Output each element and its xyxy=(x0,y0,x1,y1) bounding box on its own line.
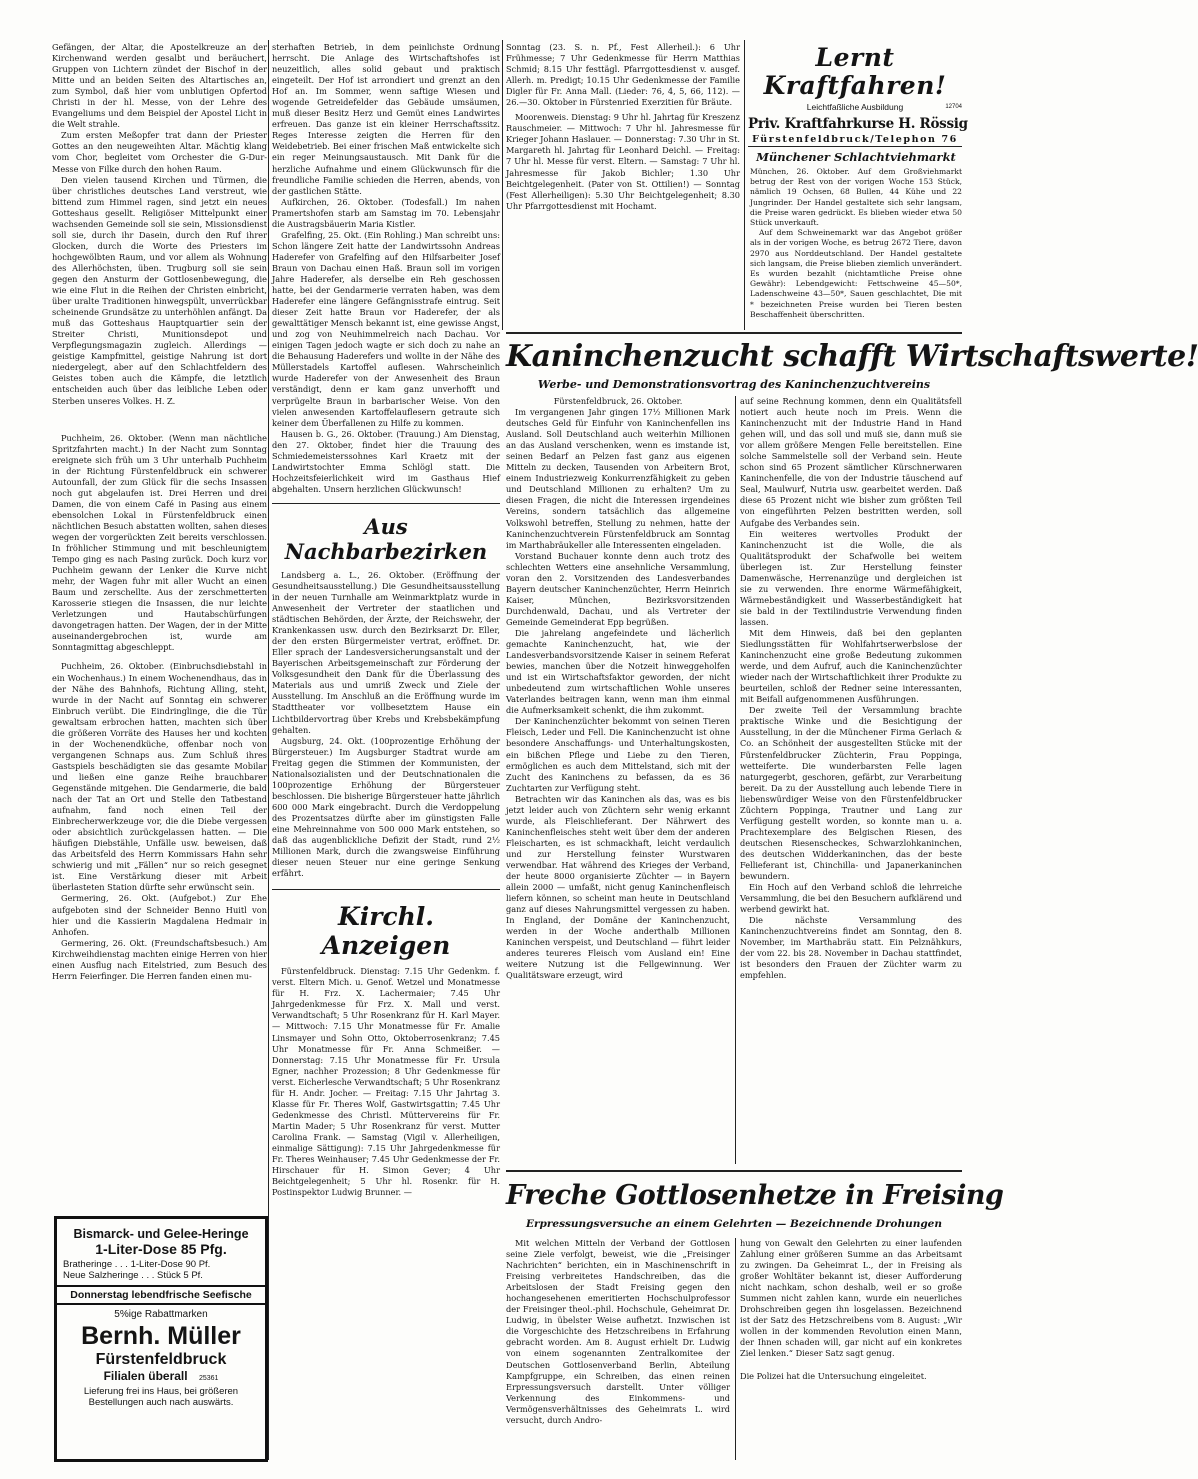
freising-para: hung von Gewalt den Gelehrten zu einer laufenden Zahlung einer größeren Summe an das Arbeitsamt zu zwingen. Da Geheimrat L., der in Freising als großer Wohltäter bekannt ist, dieser Aufforderung nicht nachkam, schon deshalb, weil er so große Summen nicht zahlen kann, wurde ein neuerliches Drohschreiben gegen ihn losgelassen. Bezeichnend ist der Satz des Hetzschreibens vom 8. August: „Wir wollen in der kommenden Revolution einen Mann, der Ihnen schaden will, gar nicht auf ein konkretes Ziel lenken.“ Dieser Satz sagt genug. Die Polizei hat die Untersuchung eingeleitet. xyxy=(740,1238,962,1381)
subhead-kaninchenzucht: Werbe- und Demonstrationsvortrag des Kaninchenzuchtvereins xyxy=(537,378,931,391)
section-schlachtviehmarkt xyxy=(750,150,962,320)
column-2 xyxy=(272,42,500,1460)
kanin-para: Mit dem Hinweis, daß bei den geplanten Siedlungsstätten für Wohlfahrtserwerbslose der Kaninchenzucht eine große Bedeutung zukommen werde, und dem Aufruf, auch die Kaninchenzüchter wieder nach der Wirtschaftlichkeit ihrer Produkte zu beurteilen, schloß der Redner seine interessanten, mit Beifall aufgenommenen Ausführungen. xyxy=(740,627,962,705)
kanin-para: Vorstand Buchauer konnte denn auch trotz des schlechten Wetters eine ansehnliche Versammlung, voran den 2. Vorsitzenden des Landesverbandes Bayern deutscher Kaninchenzüchter, Herrn Heinrich Kaiser, München, Bezirksvorsitzenden Durchdenwald, Dachau, und als Vertreter der Gemeinde Gemeinderat Epp begrüßen. xyxy=(506,550,730,627)
kanin-para: auf seine Rechnung kommen, denn ein Qualitätsfell notiert auch heute noch im Preis. Wenn die Kaninchenzucht mit der Industrie Hand in Hand gehen will, und das soll und muß sie, dann muß sie vor allem größere Mengen Felle bereitstellen. Eine solche Sammelstelle soll der Verband sein. Heute schon sind 65 Prozent sämtlicher Kürschnerwaren Kaninchenfelle, die von der Industrie täuschend auf Seal, Maulwurf, Nutria usw. gearbeitet werden. Daß diese 65 Prozent nicht wie bisher zum größten Teil von eingeführten Pelzen bestritten werden, soll Aufgabe des Verbandes sein. xyxy=(740,396,962,528)
freising-column-b xyxy=(740,1238,962,1460)
column-rule xyxy=(502,40,503,330)
article-germering-aufgebot: Germering, 26. Okt. (Aufgebot.) Zur Ehe aufgeboten sind der Schneider Benno Huitl von hier und die Kassierin Magdalena Hedmair in Anhofen. xyxy=(52,893,267,937)
schlacht-para-2: Auf dem Schweinemarkt war das Angebot größer als in der vorigen Woche, es betrug 2672 Tiere, davon 2970 aus Norddeutschland. Der Handel gestaltete sich langsam, die Preise blieben ziemlich unverändert. Es wurden bezahlt (nichtamtliche Preise ohne Gewähr): Lebendgewicht: Fettschweine 45—50*, Ladenschweine 43—50*, Sauen geschlachtet, Die mit * bezeichneten Preise wurden bei Tieren besten Beschaffenheit überschritten. xyxy=(750,228,962,319)
ad-mueller-line1: Bismarck- und Gelee-Heringe xyxy=(73,1227,249,1241)
article-augsburg: Augsburg, 24. Okt. (100prozentige Erhöhung der Bürgersteuer.) Im Augsburger Stadtrat wurde am Freitag gegen die Stimmen der Kommunisten, der Nationalsozialisten und der Deutschnationalen die 100prozentige Erhöhung der Bürgersteuer beschlossen. Die bisherige Bürgersteuer hatte jährlich 600 000 Mark eingebracht. Durch die Verdoppelung des Prozentsatzes dürfte aber im günstigsten Falle eine Mehreinnahme von 500 000 Mark entstehen, so daß das augenblickliche Defizit der Stadt, rund 2½ Millionen Mark, durch die zwangsweise Einführung dieser neuen Steuer nur eine geringe Senkung erfährt. xyxy=(272,735,500,879)
ad-kraftfahren-title: Lernt Kraftfahren! xyxy=(763,43,947,100)
article-paragraph: Zum ersten Meßopfer trat dann der Priester Gottes an den neugeweihten Altar. Mächtig klang vom Chor, begleitet vom Orchester die G-Dur-Messe von Filke durch den hohen Raum. xyxy=(52,130,267,174)
ad-mueller-line6: 5%ige Rabattmarken xyxy=(114,1309,208,1320)
ad-kraftfahren-subline xyxy=(748,102,962,112)
schlacht-title: Münchener Schlachtviehmarkt xyxy=(756,150,956,164)
kanin-para: Betrachten wir das Kaninchen als das, was es bis jetzt leider auch von Züchtern sehr wenig erkannt wurde, als Fleischlieferant. Der Nährwert des Kaninchenfleisches steht weit über dem der anderen Fleischarten, es ist schmackhaft, leicht verdaulich und zur Herstellung feinster Wurstwaren verwendbar. Hat während des Krieges der Verband, der heute 8000 organisierte Züchter — in Bayern allein 2000 — umfaßt, nicht genug Kaninchenfleisch liefern können, so scheint man heute in Deutschland ganz auf dieses Nahrungsmittel vergessen zu haben. In England, der Domäne der Kaninchenzucht, werden in der Woche anderthalb Millionen Kaninchen verspeist, und Deutschland — führt leider anderes teureres Fleisch vom Ausland ein! Eine weitere Nutzung ist die Fellgewinnung. Wer Qualitätsware erzeugt, wird xyxy=(506,793,730,981)
article-aufkirchen: Aufkirchen, 26. Oktober. (Todesfall.) Im nahen Pramertshofen starb am Samstag im 70. Lebensjahr die Austragsbäuerin Maria Kistler. xyxy=(272,196,500,229)
article-paragraph: Den vielen tausend Kirchen und Türmen, die über christliches deutsches Land verstreut, wie bittend zum Himmel ragen, sind jetzt ein neues Gotteshaus gesellt. Religiöser Mittelpunkt einer wachsenden Gemeinde soll sie sein, Missionsdienst soll sie, durch ihr Dasein, durch den Ruf ihrer Glocken, durch die Worte des Priesters im hochgewölbten Raum, und vor allem als Wohnung des Allerhöchsten, üben. Trugburg soll sie sein gegen den Ansturm der Gottlosenbewegung, die wie eine Flut in die Reihen der Christen einbricht, über uralte Traditionen hinwegspült, unverrückbar scheinende Grundsätze zu unterhöhlen anfängt. Da muß das Gotteshaus Hauptquartier sein der Streiter Christi, Munitionsdepot und Verpflegungsmagazin zugleich. Allerdings — geistige Kampfmittel, geistige Nahrung ist dort niedergelegt, aber auf den Schlachtfeldern des Geistes toben auch die Kämpfe, die letztlich entscheiden auch über das leibliche Leben oder Sterben unseres Volkes. H. Z. xyxy=(52,174,267,406)
article-kirchl-fuerstenfeldbruck: Fürstenfeldbruck. Dienstag: 7.15 Uhr Gedenkm. f. verst. Eltern Mich. u. Genof. Wetzel und Monatmesse für H. Frz. X. Lachermaier; 7.45 Uhr Jahrgedenkmesse für Frz. X. Mall und verst. Verwandtschaft; 5 Uhr Rosenkranz für H. Karl Mayer. — Mittwoch: 7.15 Uhr Monatmesse für Fr. Amalie Linsmayer und Sohn Otto, Oktoberrosenkranz; 7.45 Uhr Monatmesse für Fr. Anna Schmeißer. — Donnerstag: 7.15 Uhr Monatmesse für Fr. Ursula Egner, nachher Prozession; 8 Uhr Gedenkmesse für verst. Eicherlesche Verwandtschaft; 5 Uhr Rosenkranz für H. Andr. Jocher. — Freitag: 7.15 Uhr Jahrtag 3. Klasse für Fr. Theres Wolf, Gastwirtsgattin; 7.45 Uhr Gedenkmesse des Christl. Müttervereins für Fr. Martin Mader; 5 Uhr Rosenkranz für verst. Mutter Carolina Frank. — Samstag (Vigil v. Allerheiligen, einmalige Sättigung): 7.15 Uhr Jahrgedenkmesse für Fr. Theres Weinhauser; 7.45 Uhr Gedenkmesse der Fr. Hirschauer für H. Simon Gever; 4 Uhr Beichtgelegenheit; 5 Uhr hl. Rosenkr. für H. Postinspektor Ludwig Brunner. — xyxy=(272,966,500,1198)
ad-mueller-line8: Fürstenfeldbruck xyxy=(95,1351,227,1368)
ad-kraftfahren-num: 12704 xyxy=(945,104,962,110)
ad-mueller-filialen: Filialen überall xyxy=(103,1369,188,1383)
column-rule xyxy=(735,1238,736,1460)
divider xyxy=(506,332,962,334)
ad-mueller-line4: Neue Salzheringe . . . Stück 5 Pf. xyxy=(63,1270,203,1281)
column-3-top xyxy=(506,42,740,322)
headline-freising: Freche Gottlosenhetze in Freising xyxy=(506,1180,1004,1211)
kanin-para: Der Kaninchenzüchter bekommt von seinen Tieren Fleisch, Leder und Fell. Die Kaninchenzucht ist ohne besondere Anschaffungs- und Unterhaltungskosten, ein bißchen Pflege und Liebe zu den Tieren, ermöglichen es auch dem Mittelstand, sich mit der Zucht des Kaninchens zu befassen, da es 36 Zuchtarten zur Verfügung steht. xyxy=(506,716,730,793)
kanin-para: Im vergangenen Jahr gingen 17½ Millionen Mark deutsches Geld für Einfuhr von Kaninchenfellen ins Ausland. Soll Deutschland auch weiterhin Millionen an das Ausland verschenken, wenn es imstande ist, seinen Bedarf an Pelzen fast ganz aus eigenen Mitteln zu decken, Tausenden von Arbeitern Brot, einem Industriezweig Konkurrenzfähigkeit zu geben und Deutschland Millionen zu erhalten? Um zu diesen Fragen, die nicht die Interessen irgendeines Vereins, sondern tatsächlich das allgemeine Volkswohl betreffen, Stellung zu nehmen, hatte der Kaninchenzuchtverein Fürstenfeldbruck am Sonntag im Marthabräukeller alle Interessenten eingeladen. xyxy=(506,407,730,550)
heading-nachbarbezirken: Aus Nachbarbezirken xyxy=(284,513,488,564)
kanin-para: Ein Hoch auf den Verband schloß die lehrreiche Versammlung, die bei den Besuchern aufklärend und werbend gewirkt hat. xyxy=(740,882,962,915)
column-1 xyxy=(52,42,267,1210)
kanin-column-a xyxy=(506,396,730,1164)
ad-kraftfahren-name: Priv. Kraftfahrkurse H. Rössig xyxy=(748,116,968,132)
subhead-freising: Erpressungsversuche an einem Gelehrten — Bezeichnende Drohungen xyxy=(526,1218,942,1230)
ad-mueller-line3: Bratheringe . . . 1-Liter-Dose 90 Pf. xyxy=(63,1259,211,1270)
article-puchheim-unfall: Puchheim, 26. Oktober. (Wenn man nächtliche Spritzfahrten macht.) In der Nacht zum Sonntag ereignete sich früh um 3 Uhr unterhalb Puchheim in der Richtung Fürstenfeldbruck ein schwerer Autounfall, der zum Glück für die sechs Insassen noch gut abgelaufen ist. Drei Herren und drei Damen, die von einem Café in Pasing aus einem ebensolchen Lokal in Fürstenfeldbruck einen nächtlichen Besuch abstatten wollten, sahen dieses wegen der vorgerückten Zeit bereits verschlossen. In fröhlicher Stimmung und mit beschleunigtem Tempo ging es nach Pasing zurück. Doch kurz vor Puchheim gewann der Lenker die Kurve nicht mehr, der Wagen fuhr mit aller Wucht an einen Baum und zerschellte. Aus der zerschmetterten Karosserie stiegen die Insassen, die nur leichte Verletzungen und Hautabschürfungen davongetragen hatten. Der Wagen, der in der Mitte auseinandergebrochen ist, wurde am Sonntagmittag abgeschleppt. xyxy=(52,432,267,653)
ad-kraftfahren-addr: Fürstenfeldbruck/Telephon 76 xyxy=(752,134,958,145)
freising-column-a xyxy=(506,1238,730,1460)
kanin-para: Ein weiteres wertvolles Produkt der Kaninchenzucht ist die Wolle, die als Qualitätsprodukt der Schafwolle bei weitem überlegen ist. Zur Herstellung feinster Damenwäsche, Herrenanzüge und dergleichen ist sie zu verwenden. Ihre enorme Wärmefähigkeit, Wärmebeständigkeit und Wasserbeständigkeit hat sie bald in der Textilindustrie Verwendung finden lassen. xyxy=(740,528,962,627)
ad-kraftfahren xyxy=(748,43,968,145)
heading-kirchl-anzeigen: Kirchl. Anzeigen xyxy=(321,902,451,961)
article-hof-end: sterhaften Betrieb, in dem peinlichste Ordnung herrscht. Die Anlage des Wirtschaftshofes ist neuzeitlich, alles solid gebaut und praktisch eingeteilt. Der Hof ist arrondiert und grenzt an den Hof an. Im Sommer, wenn saftige Wiesen und wogende Getreidefelder das Gebäude umsäumen, muß dieser Besitz Herz und Gemüt eines Landwirtes erfreuen. Das ganze ist ein kleiner Herrschaftssitz. Reges Interesse zeigten die Herren für den Weidebetrieb. Bei einer frischen Maß entwickelte sich ein reger Meinungsaustausch. Mit Dank für die herzliche Aufnahme und einem Glückwunsch für die freundliche Familie schieden die Herren, abends, von der gastlichen Stätte. xyxy=(272,42,500,196)
article-grafelfing: Grafelfing, 25. Okt. (Ein Rohling.) Man schreibt uns: Schon längere Zeit hatte der Landwirtssohn Andreas Haderefer von Grafelfing auf den Hilfsarbeiter Josef Braun von Dachau einen Haß. Braun soll im vorigen Jahre Haderefer, als derselbe ein Reh geschossen hatte, bei der Gendarmerie verraten haben, was dem Haderefer eine längere Gefängnisstrafe eintrug. Seit dieser Zeit hatte Braun vor Haderefer, der als gewalttätiger Mensch bekannt ist, eine gewisse Angst, und zog von Neuhimmelreich nach Dachau. Vor einigen Tagen jedoch wagte er sich doch zu nahe an die Behausung Haderefers und wollte in der Nähe des Müllerstadels Kartoffel auflesen. Wahrscheinlich wurde Haderefer von der Anwesenheit des Braun verständigt, denn er kam ganz unverhofft und verprügelte Braun in barbarischer Weise. Von den vielen anwesenden Kartoffelauflesern getraute sich keiner dem Überfallenen zu Hilfe zu kommen. xyxy=(272,229,500,428)
ad-mueller-number: 25361 xyxy=(198,1375,219,1382)
ad-mueller-line2: 1-Liter-Dose 85 Pfg. xyxy=(95,1241,227,1257)
divider xyxy=(748,146,962,147)
column-rule xyxy=(735,396,736,1164)
divider xyxy=(506,1170,962,1172)
ad-mueller-line10: Lieferung frei ins Haus, bei größeren Bestellungen auch nach auswärts. xyxy=(83,1386,239,1408)
column-rule xyxy=(744,40,745,330)
kanin-column-b xyxy=(740,396,962,1164)
freising-para: Mit welchen Mitteln der Verband der Gottlosen seine Ziele verfolgt, beweist, wie die „Freisinger Nachrichten“ berichten, ein in Maschinenschrift in Freising verbreitetes Handschreiben, das die Arbeitslosen der Stadt Freising gegen den hochangesehenen emeritierten Hochschulprofessor der Freisinger theol.-phil. Hochschule, Geheimrat Dr. Ludwig, in übelster Weise aufhetzt. Inzwischen ist die Vorgeschichte des Hetzschreibens in Erfahrung gebracht worden. Am 8. August erhielt Dr. Ludwig von einem sogenannten Zentralkomitee der Deutschen Gottlosenverband Berlin, Abteilung Kampfgruppe, ein Schreiben, das einen reinen Erpressungsversuch darstellt. Unter völliger Verkennung des Einkommens- und Vermögensverhältnisses des Geheimrats L. wird versucht, durch Andro- xyxy=(506,1238,730,1425)
article-kirchweihe-end: Gefängen, der Altar, die Apostelkreuze an der Kirchenwand werden gesalbt und beräuchert, Gruppen von Lichtern zündet der Bischof in der Mitte und an beiden Seiten des Altartisches an, zum Symbol, daß hier vom unblutigen Opfertod Christi in der hl. Messe, von der Lehre des Evangeliums und dem Beispiel der Apostel Licht in die Welt strahle. xyxy=(52,42,267,130)
ad-kraftfahren-sub: Leichtfaßliche Ausbildung xyxy=(806,102,904,112)
kanin-para: Die nächste Versammlung des Kaninchenzuchtvereins findet am Sonntag, den 8. November, im Marthabräu statt. Ein Pelznähkurs, der vom 22. bis 28. November in Dachau stattfindet, ist besonders den Frauen der Züchter warm zu empfehlen. xyxy=(740,915,962,981)
column-rule xyxy=(268,40,269,1460)
kanin-para: Die jahrelang angefeindete und lächerlich gemachte Kaninchenzucht, hat, wie der Landesverbandsvorsitzende Kaiser in seinem Referat bewies, manchen über die Notzeit hinweggeholfen und ist ein Wirtschaftsfaktor geworden, der nicht unbedeutend zum wirtschaftlichen Wohle unseres Vaterlandes beitragen kann, wenn man ihm einmal die Aufmerksamkeit schenkt, die ihm zukommt. xyxy=(506,627,730,716)
ad-mueller-line9 xyxy=(57,1369,265,1383)
ad-mueller-line5: Donnerstag lebendfrische Seefische xyxy=(57,1285,265,1305)
ad-bernh-mueller xyxy=(54,1216,268,1462)
headline-kaninchenzucht: Kaninchenzucht schafft Wirtschaftswerte! xyxy=(506,339,1198,374)
kirchl-sonntag: Sonntag (23. S. n. Pf., Fest Allerheil.): 6 Uhr Frühmesse; 7 Uhr Gedenkmesse für Herrn Matthias Schmid; 8.15 Uhr festtägl. Pfarrgottesdienst v. ausgef. Allerh. m. Predigt; 10.15 Uhr Gedenkmesse der Familie Digler für Fr. Anna Mall. (Lieder: 76, 4, 5, 66, 112). — 26.—30. Oktober in Fürstenried Exerzitien für Bräute. xyxy=(506,42,740,108)
schlacht-para-1: München, 26. Oktober. Auf dem Großviehmarkt betrug der Rest von der vorigen Woche 153 Stück, nämlich 19 Ochsen, 68 Bullen, 44 Kühe und 22 Jungrinder. Der Handel gestaltete sich sehr langsam, die Preise waren gedrückt. Es blieben wieder etwa 50 Stück unverkauft. xyxy=(750,167,962,228)
article-puchheim-einbruch: Puchheim, 26. Oktober. (Einbruchsdiebstahl in ein Wochenhaus.) In einem Wochenendhaus, das in der Nähe des Bahnhofs, Richtung Alling, steht, wurde in der Nacht auf Sonntag ein schwerer Einbruch verübt. Die Eindringlinge, die die Tür gewaltsam erbrochen hatten, machten sich über die größeren Vorräte des Hauses her und kochten in der Wochenendküche, offenbar noch von vergangenen Schnaps aus. Zum Schluß ihres Gastspiels beschädigten sie das gesamte Mobilar und ließen eine ganze Reihe brauchbarer Gegenstände mitgehen. Die Gendarmerie, die bald nach der Tat an Ort und Stelle den Tatbestand aufnahm, fand noch einen Teil der Einbrecherwerkzeuge vor, die die Diebe vergessen oder absichtlich zurückgelassen hatten. — Die häufigen Diebstähle, Unfälle usw. beweisen, daß das Arbeitsfeld des Herrn Kommissars Hahn sehr schwierig und mit „Fällen“ nur so reich gesegnet ist. Eine Verstärkung dieser mit Arbeit überlasteten Station dürfte sehr erwünscht sein. xyxy=(52,661,267,893)
kanin-dateline: Fürstenfeldbruck, 26. Oktober. xyxy=(553,396,683,406)
article-landsberg: Landsberg a. L., 26. Oktober. (Eröffnung der Gesundheitsausstellung.) Die Gesundheitsausstellung in der neuen Turnhalle am Weinmarktplatz wurde in Anwesenheit der Vertreter der staatlichen und städtischen Behörden, der Ärzte, der Reichswehr, der Krankenkassen usw. durch den Bezirksarzt Dr. Eller, der den ersten Bürgermeister vertrat, eröffnet. Dr. Eller sprach der Landesversicherungsanstalt und der Bayerischen Arbeitsgemeinschaft zur Förderung der Volksgesundheit den Dank für die Überlassung des Materials aus und umriß Zweck und Ziele der Ausstellung. Im Anschluß an die Eröffnung wurde im Stadttheater vor vollbesetztem Hause ein Lichtbildervortrag über Krebs und Krebsbekämpfung gehalten. xyxy=(272,569,500,735)
kirchl-moorenweis: Moorenweis. Dienstag: 9 Uhr hl. Jahrtag für Kreszenz Rauschmeier. — Mittwoch: 7 Uhr hl. Jahresmesse für Krieger Johann Haslauer. — Donnerstag: 7.30 Uhr in St. Margareth hl. Jahrtag für Leonhard Deichl. — Freitag: 7 Uhr hl. Messe für verst. Eltern. — Samstag: 7 Uhr hl. Jahresmesse für Jakob Bichler; 1.30 Uhr Beichtgelegenheit. (Pater von St. Ottilien!) — Sonntag (Fest Allerheiligen): 5.30 Uhr Beichtgelegenheit; 8.30 Uhr Pfarrgottesdienst mit Hochamt. xyxy=(506,112,740,211)
article-hausen: Hausen b. G., 26. Oktober. (Trauung.) Am Dienstag, den 27. Oktober, findet hier die Trauung des Schmiedemeisterssohnes Karl Kraetz mit der Landwirtstochter Emma Schlögl statt. Die Hochzeitsfeierlichkeit wird im Gasthaus Hief abgehalten. Unsern herzlichen Glückwunsch! xyxy=(272,428,500,494)
article-germering-besuch: Germering, 26. Okt. (Freundschaftsbesuch.) Am Kirchweihdienstag machten einige Herren von hier einen Ausflug nach Eitelstried, zum Besuch des Herrn Feierfinger. Die Herren fanden einen mu- xyxy=(52,937,267,981)
ad-mueller-line7: Bernh. Müller xyxy=(81,1322,241,1350)
kanin-para: Der zweite Teil der Versammlung brachte praktische Winke und die Besichtigung der Ausstellung, in der die Münchener Firma Gerlach & Co. an Schönheit der ausgestellten Stücke mit der Fürstenfeldbrucker Züchterin, Frau Poppinga, wetteiferte. Die wunderbarsten Felle lagen naturgegerbt, geschoren, gefärbt, zur Verarbeitung bereit. Da zu der Ausstellung auch lebende Tiere in liebenswürdiger Weise von den Fürstenfeldbrucker Züchtern Poppinga, Trautner und Lang zur Verfügung gestellt worden, so konnte man u. a. Prachtexemplare des Belgischen Riesen, des deutschen Riesenscheckes, Schwarzlohkaninchen, des deutschen Widderkaninchen, das der beste Fellieferant ist, Chinchilla- und Japanerkaninchen bewundern. xyxy=(740,705,962,882)
